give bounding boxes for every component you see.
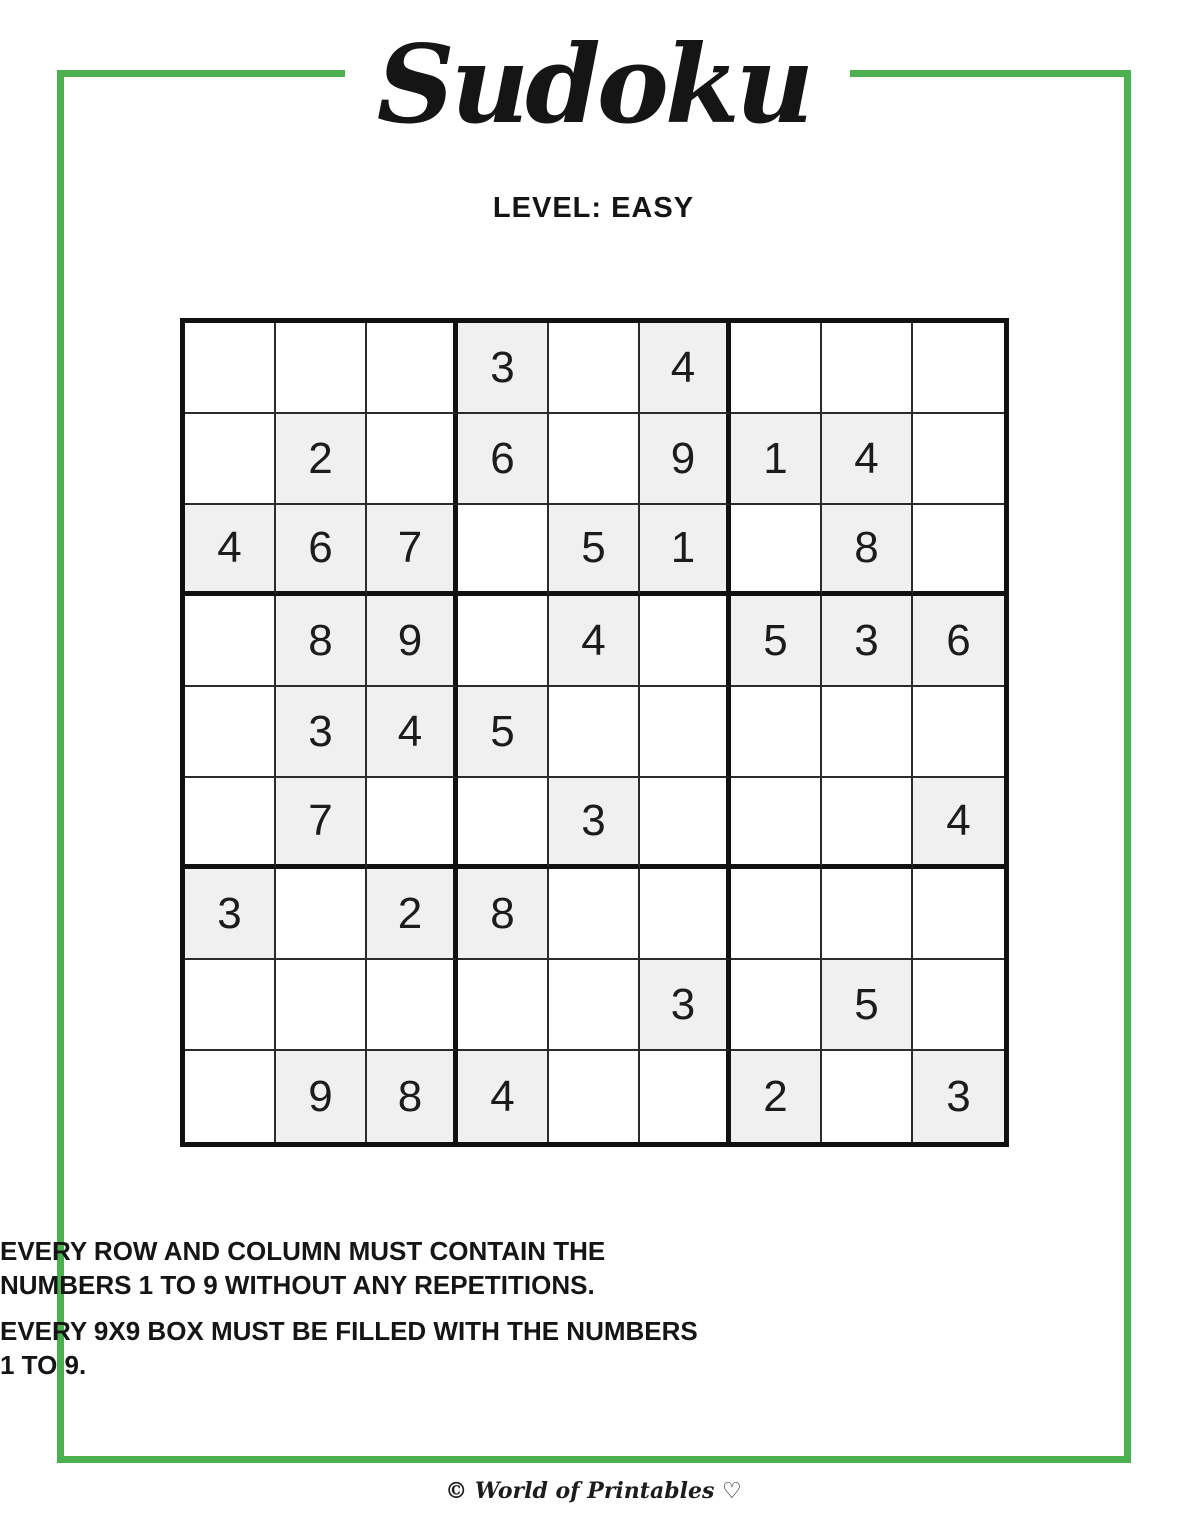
sudoku-cell-r4c1[interactable] <box>185 596 276 687</box>
sudoku-cell-r1c3[interactable] <box>367 323 458 414</box>
sudoku-cell-r3c5: 5 <box>549 505 640 596</box>
sudoku-cell-r8c3[interactable] <box>367 960 458 1051</box>
sudoku-cell-r6c2: 7 <box>276 778 367 869</box>
sudoku-cell-r7c9[interactable] <box>913 869 1004 960</box>
sudoku-cell-r4c7: 5 <box>731 596 822 687</box>
rule-boxes <box>0 1314 1187 1382</box>
sudoku-cell-r8c5[interactable] <box>549 960 640 1051</box>
sudoku-cell-r9c1[interactable] <box>185 1051 276 1142</box>
sudoku-cell-r8c7[interactable] <box>731 960 822 1051</box>
rule-boxes-line2: 1 TO 9. <box>0 1350 87 1380</box>
sudoku-cell-r3c6: 1 <box>640 505 731 596</box>
sudoku-cell-r8c4[interactable] <box>458 960 549 1051</box>
sudoku-cell-r8c1[interactable] <box>185 960 276 1051</box>
sudoku-cell-r8c6: 3 <box>640 960 731 1051</box>
sudoku-cell-r9c7: 2 <box>731 1051 822 1142</box>
sudoku-cell-r3c9[interactable] <box>913 505 1004 596</box>
sudoku-cell-r7c5[interactable] <box>549 869 640 960</box>
sudoku-cell-r4c4[interactable] <box>458 596 549 687</box>
sudoku-cell-r5c8[interactable] <box>822 687 913 778</box>
sudoku-cell-r9c6[interactable] <box>640 1051 731 1142</box>
sudoku-cell-r6c9: 4 <box>913 778 1004 869</box>
sudoku-cell-r3c2: 6 <box>276 505 367 596</box>
sudoku-cell-r1c5[interactable] <box>549 323 640 414</box>
sudoku-cell-r5c3: 4 <box>367 687 458 778</box>
sudoku-cell-r5c5[interactable] <box>549 687 640 778</box>
sudoku-cell-r1c4: 3 <box>458 323 549 414</box>
sudoku-cell-r5c1[interactable] <box>185 687 276 778</box>
sudoku-cell-r6c5: 3 <box>549 778 640 869</box>
page-title: Sudoku <box>376 22 811 148</box>
sudoku-cell-r7c8[interactable] <box>822 869 913 960</box>
sudoku-cell-r5c7[interactable] <box>731 687 822 778</box>
rule-rows-columns-line1: EVERY ROW AND COLUMN MUST CONTAIN THE <box>0 1236 606 1266</box>
copyright-credit: © World of Printables ♡ <box>445 1478 742 1504</box>
sudoku-cell-r3c8: 8 <box>822 505 913 596</box>
sudoku-cell-r9c8[interactable] <box>822 1051 913 1142</box>
sudoku-cell-r1c9[interactable] <box>913 323 1004 414</box>
sudoku-cell-r7c1: 3 <box>185 869 276 960</box>
sudoku-cell-r1c7[interactable] <box>731 323 822 414</box>
sudoku-cell-r4c5: 4 <box>549 596 640 687</box>
sudoku-cell-r4c9: 6 <box>913 596 1004 687</box>
sudoku-cell-r4c3: 9 <box>367 596 458 687</box>
sudoku-cell-r3c7[interactable] <box>731 505 822 596</box>
sudoku-cell-r2c2: 2 <box>276 414 367 505</box>
sudoku-cell-r5c4: 5 <box>458 687 549 778</box>
sudoku-cell-r2c5[interactable] <box>549 414 640 505</box>
sudoku-cell-r7c4: 8 <box>458 869 549 960</box>
sudoku-cell-r8c9[interactable] <box>913 960 1004 1051</box>
sudoku-cell-r7c2[interactable] <box>276 869 367 960</box>
sudoku-cell-r2c6: 9 <box>640 414 731 505</box>
sudoku-cell-r2c7: 1 <box>731 414 822 505</box>
sudoku-cell-r7c7[interactable] <box>731 869 822 960</box>
sudoku-cell-r6c7[interactable] <box>731 778 822 869</box>
sudoku-cell-r1c2[interactable] <box>276 323 367 414</box>
rule-rows-columns <box>0 1234 1187 1302</box>
sudoku-cell-r4c2: 8 <box>276 596 367 687</box>
sudoku-cell-r2c8: 4 <box>822 414 913 505</box>
rule-boxes-line1: EVERY 9X9 BOX MUST BE FILLED WITH THE NUMBERS <box>0 1316 698 1346</box>
sudoku-cell-r1c6: 4 <box>640 323 731 414</box>
sudoku-cell-r3c1: 4 <box>185 505 276 596</box>
sudoku-cell-r2c1[interactable] <box>185 414 276 505</box>
frame-border-bottom <box>57 1456 1131 1463</box>
sudoku-cell-r9c2: 9 <box>276 1051 367 1142</box>
sudoku-cell-r8c2[interactable] <box>276 960 367 1051</box>
sudoku-cell-r7c6[interactable] <box>640 869 731 960</box>
sudoku-cell-r5c6[interactable] <box>640 687 731 778</box>
sudoku-cell-r6c8[interactable] <box>822 778 913 869</box>
difficulty-label: LEVEL: EASY <box>492 192 695 224</box>
sudoku-cell-r1c8[interactable] <box>822 323 913 414</box>
sudoku-cell-r5c2: 3 <box>276 687 367 778</box>
sudoku-cell-r6c1[interactable] <box>185 778 276 869</box>
sudoku-cell-r9c9: 3 <box>913 1051 1004 1142</box>
sudoku-cell-r9c4: 4 <box>458 1051 549 1142</box>
sudoku-cell-r9c5[interactable] <box>549 1051 640 1142</box>
sudoku-cell-r7c3: 2 <box>367 869 458 960</box>
sudoku-grid <box>180 318 1009 1147</box>
sudoku-cell-r4c8: 3 <box>822 596 913 687</box>
sudoku-cell-r1c1[interactable] <box>185 323 276 414</box>
sudoku-cell-r2c4: 6 <box>458 414 549 505</box>
sudoku-cell-r8c8: 5 <box>822 960 913 1051</box>
sudoku-cell-r6c3[interactable] <box>367 778 458 869</box>
sudoku-cell-r6c4[interactable] <box>458 778 549 869</box>
sudoku-cell-r5c9[interactable] <box>913 687 1004 778</box>
sudoku-cell-r6c6[interactable] <box>640 778 731 869</box>
sudoku-cell-r4c6[interactable] <box>640 596 731 687</box>
rule-rows-columns-line2: NUMBERS 1 TO 9 WITHOUT ANY REPETITIONS. <box>0 1270 595 1300</box>
sudoku-cell-r3c4[interactable] <box>458 505 549 596</box>
sudoku-cell-r2c3[interactable] <box>367 414 458 505</box>
sudoku-cell-r2c9[interactable] <box>913 414 1004 505</box>
sudoku-cell-r9c3: 8 <box>367 1051 458 1142</box>
sudoku-cell-r3c3: 7 <box>367 505 458 596</box>
